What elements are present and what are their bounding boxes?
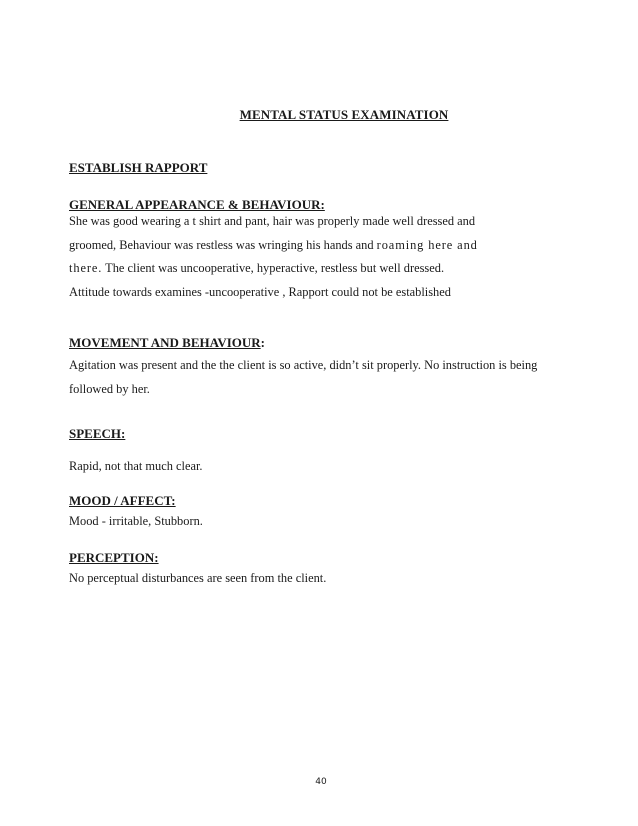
mood-paragraph (69, 510, 501, 534)
movement-heading-text: MOVEMENT AND BEHAVIOUR (69, 335, 261, 350)
perception-paragraph (69, 567, 501, 591)
paragraph-line-part: there. (69, 261, 103, 275)
section-heading-rapport (69, 160, 207, 176)
general-appearance-heading-text: GENERAL APPEARANCE & BEHAVIOUR: (69, 197, 325, 212)
general-appearance-paragraph (69, 210, 501, 304)
paragraph-line: She was good wearing a t shirt and pant, hair was properly made well dressed and (69, 214, 476, 228)
speech-paragraph (69, 455, 501, 479)
paragraph-line (69, 234, 501, 258)
page-title: MENTAL STATUS EXAMINATION (239, 107, 449, 122)
paragraph-line-part: The client was uncooperative, hyperactive, restless but well dressed. (105, 261, 445, 275)
paragraph-line: No perceptual disturbances are seen from the client. (69, 571, 327, 585)
movement-heading-suffix: : (260, 335, 265, 350)
paragraph-line: Mood - irritable, Stubborn. (69, 514, 203, 528)
paragraph-line-part: roaming here and (376, 237, 478, 252)
paragraph-line: Agitation was present and the the client is so active, didn’t sit properly. No instruction is being (69, 358, 538, 372)
paragraph-line-part: groomed, Behaviour was restless was wringing his hands and (69, 237, 374, 252)
rapport-heading-text: ESTABLISH RAPPORT (69, 160, 208, 175)
paragraph-line: Rapid, not that much clear. (69, 459, 203, 473)
speech-heading-text: SPEECH: (69, 426, 126, 441)
paragraph-line (69, 257, 501, 281)
section-heading-movement (69, 335, 265, 351)
page-number: 40 (315, 777, 327, 787)
section-heading-perception (69, 550, 159, 566)
section-heading-mood (69, 493, 176, 509)
section-heading-speech (69, 426, 125, 442)
paragraph-line: Attitude towards examines -uncooperative , Rapport could not be established (69, 284, 451, 299)
paragraph-line: followed by her. (69, 381, 150, 396)
perception-heading-text: PERCEPTION: (69, 550, 159, 565)
mood-heading-text: MOOD / AFFECT: (69, 493, 176, 508)
movement-paragraph (69, 354, 544, 401)
